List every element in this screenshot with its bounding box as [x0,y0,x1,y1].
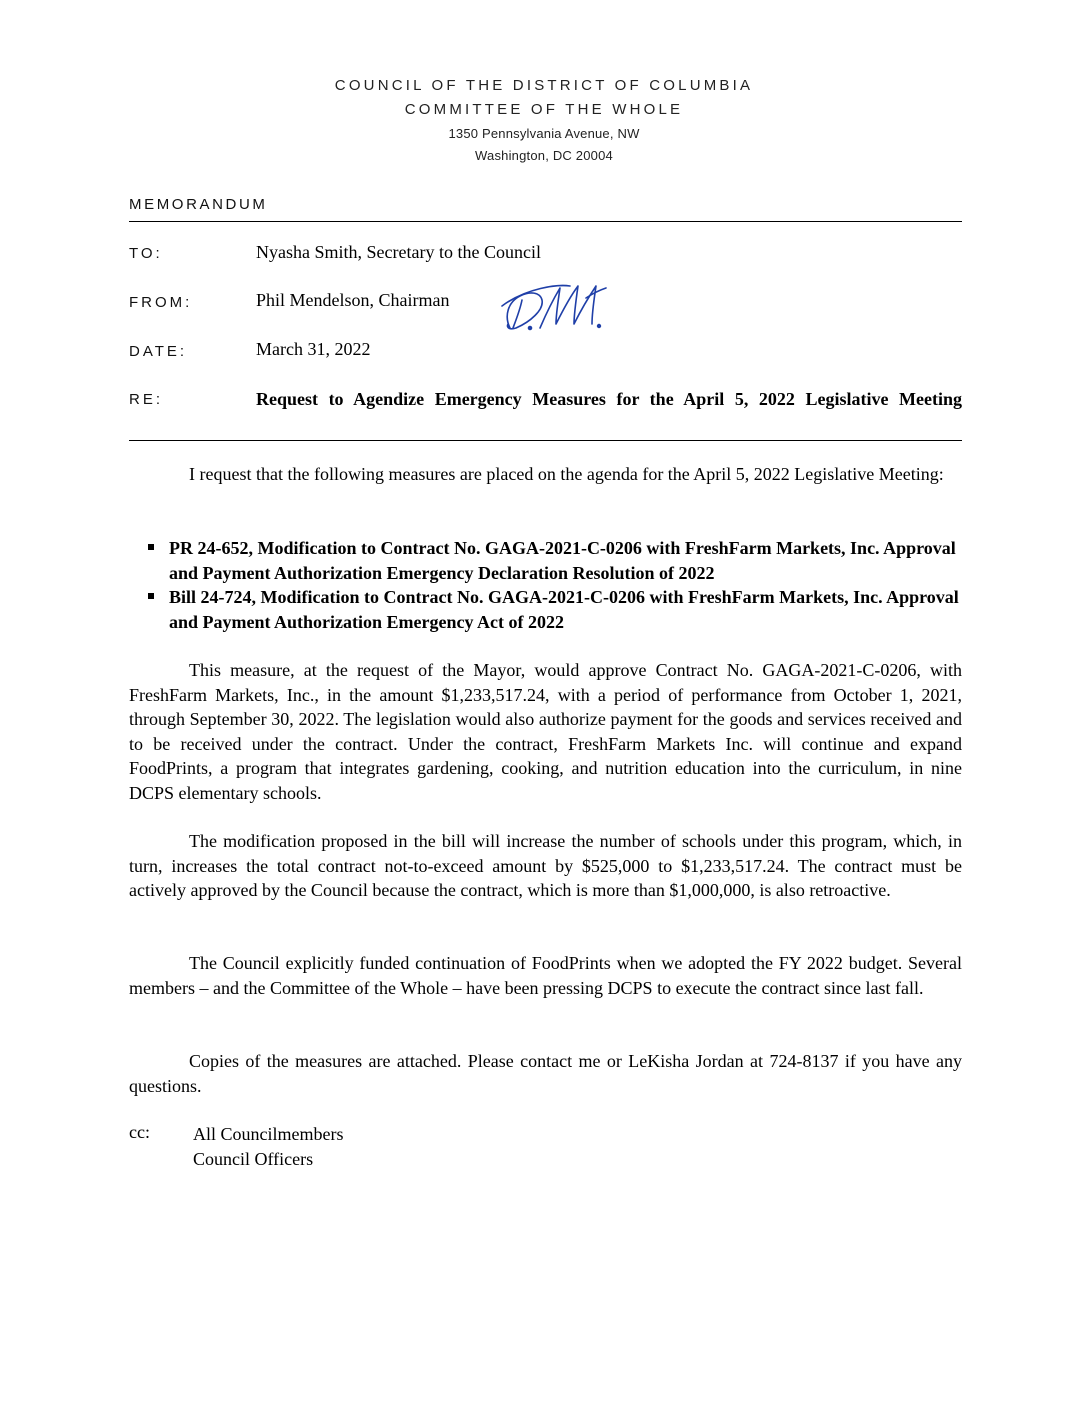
re-subject: Request to Agendize Emergency Measures for the April 5, 2022 Legislative Meeting [256,389,962,409]
from-label: FROM: [129,294,193,311]
letterhead-committee: COMMITTEE OF THE WHOLE [404,101,684,118]
letterhead-org: COUNCIL OF THE DISTRICT OF COLUMBIA [334,77,754,94]
to-value: Nyasha Smith, Secretary to the Council [256,242,541,262]
cc-recipient: All Councilmembers [193,1124,344,1144]
header-top-rule [129,221,962,222]
bullet-square-icon [148,593,154,599]
paragraph-funding-text: The Council explicitly funded continuation of FoodPrints when we adopted the FY 2022 budget. Several members – and the Committee of the Whole – have been pressing DCPS to execute the contract since last fall. [129,953,962,998]
paragraph-contract-approval [129,658,962,805]
cc-recipients [193,1122,343,1172]
paragraph-contact-text: Copies of the measures are attached. Please contact me or LeKisha Jordan at 724-8137 if you have any questions. [129,1051,962,1096]
measures-list [148,536,964,634]
paragraph-contact [129,1049,962,1098]
chairman-signature [496,276,608,334]
cc-recipient: Council Officers [193,1149,314,1169]
memorandum-label: MEMORANDUM [129,196,268,213]
from-value: Phil Mendelson, Chairman [256,290,450,310]
paragraph-funding [129,951,962,1000]
paragraph-modification [129,829,962,903]
letterhead-address-line1: 1350 Pennsylvania Avenue, NW [448,126,640,141]
header-bottom-rule [129,440,962,441]
measure-text: Bill 24-724, Modification to Contract No. GAGA-2021-C-0206 with FreshFarm Markets, Inc. Approval and Payment Authorization Emergency Act of 2022 [169,587,959,632]
cc-label: cc: [129,1122,150,1142]
paragraph-contract-approval-text: This measure, at the request of the Mayor, would approve Contract No. GAGA-2021-C-0206, with FreshFarm Markets, Inc., in the amount $1,233,517.24, with a period of performance from October 1, 2021, through September 30, 2022. The legislation would also authorize payment for the goods and services received and to be received under the contract. Under the contract, FreshFarm Markets Inc. will continue and expand FoodPrints, a program that integrates gardening, cooking, and nutrition education into the curriculum, in nine DCPS elementary schools. [129,660,962,803]
paragraph-modification-text: The modification proposed in the bill will increase the number of schools under this program, which, in turn, increases the total contract not-to-exceed amount by $525,000 to $1,233,517.24. The contract must be actively approved by the Council because the contract, which is more than $1,000,000, is also retroactive. [129,831,962,900]
bullet-square-icon [148,544,154,550]
measure-text: PR 24-652, Modification to Contract No. GAGA-2021-C-0206 with FreshFarm Markets, Inc. Approval and Payment Authorization Emergency Declaration Resolution of 2022 [169,538,956,583]
measure-item [148,585,964,634]
letterhead-address-line2: Washington, DC 20004 [475,148,613,163]
date-label: DATE: [129,343,188,360]
re-label: RE: [129,391,164,408]
intro-text: I request that the following measures are placed on the agenda for the April 5, 2022 Legislative Meeting: [189,464,944,484]
intro-paragraph [129,462,962,487]
date-value: March 31, 2022 [256,339,371,359]
to-label: TO: [129,245,163,262]
measure-item [148,536,964,585]
